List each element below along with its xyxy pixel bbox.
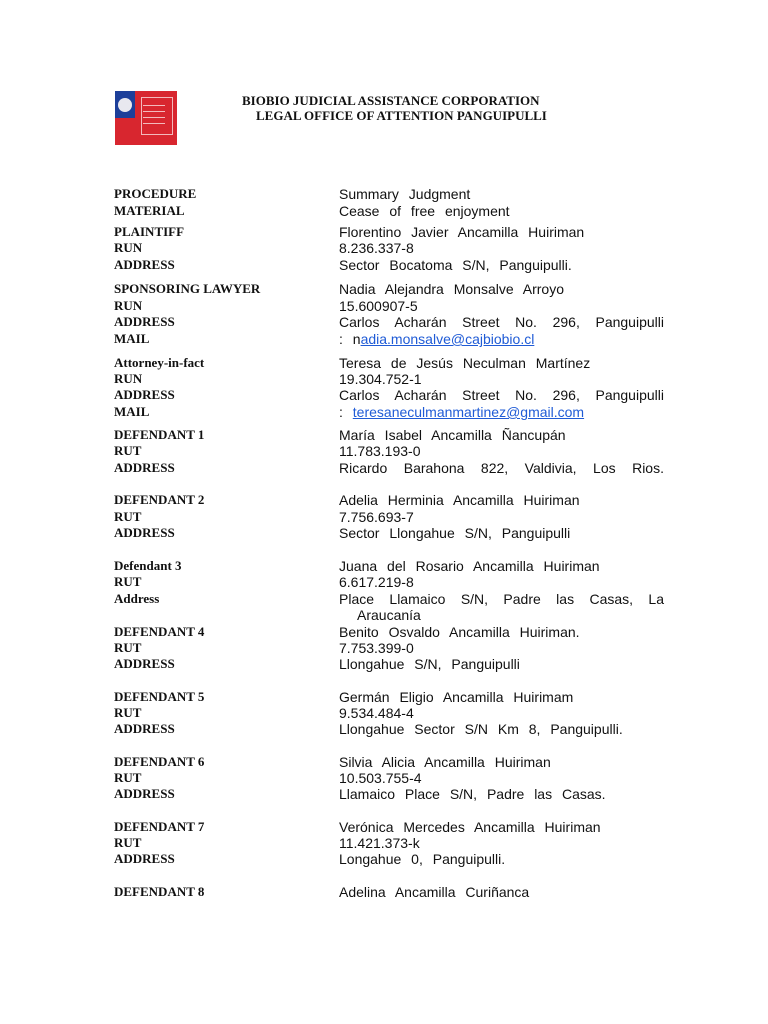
field-value: Place Llamaico S/N, Padre las Casas, La	[339, 591, 664, 607]
field-value: Carlos Acharán Street No. 296, Panguipulli	[339, 314, 664, 330]
field-row	[114, 331, 666, 347]
field-value: Ricardo Barahona 822, Valdivia, Los Rios.	[339, 460, 664, 476]
field-value: Verónica Mercedes Ancamilla Huiriman	[339, 819, 601, 835]
field-row	[114, 574, 666, 590]
field-label: RUT	[114, 770, 142, 785]
field-label: ADDRESS	[114, 851, 175, 866]
field-value: Juana del Rosario Ancamilla Huiriman	[339, 558, 600, 574]
field-label: DEFENDANT 4	[114, 624, 205, 639]
field-label: RUT	[114, 574, 142, 589]
mail-prefix: :	[339, 404, 353, 420]
field-value: Llongahue Sector S/N Km 8, Panguipulli.	[339, 721, 623, 737]
field-label: DEFENDANT 8	[114, 884, 205, 899]
field-value: 7.753.399-0	[339, 640, 414, 656]
field-row	[114, 607, 666, 623]
crest-icon	[118, 98, 132, 112]
field-value: 11.421.373-k	[339, 835, 420, 851]
field-row	[114, 224, 666, 240]
document-header	[190, 93, 610, 123]
field-label: RUT	[114, 640, 142, 655]
field-row	[114, 754, 666, 770]
field-value: Benito Osvaldo Ancamilla Huiriman.	[339, 624, 580, 640]
field-row	[114, 689, 666, 705]
field-label: RUT	[114, 835, 142, 850]
field-label: MAIL	[114, 331, 150, 346]
header-line-1: BIOBIO JUDICIAL ASSISTANCE CORPORATION	[242, 93, 540, 108]
field-row	[114, 257, 666, 273]
header-line-2: LEGAL OFFICE OF ATTENTION PANGUIPULLI	[256, 108, 547, 123]
field-row	[114, 443, 666, 459]
field-label: MATERIAL	[114, 203, 185, 218]
field-label: DEFENDANT 1	[114, 427, 205, 442]
field-value: Sector Bocatoma S/N, Panguipulli.	[339, 257, 572, 273]
field-value: Florentino Javier Ancamilla Huiriman	[339, 224, 585, 240]
field-row	[114, 240, 666, 256]
field-label: RUN	[114, 298, 143, 313]
field-row	[114, 509, 666, 525]
field-row	[114, 427, 666, 443]
field-label: ADDRESS	[114, 314, 175, 329]
logo-flag	[115, 91, 135, 145]
organization-logo	[115, 91, 177, 145]
mail-prefix: : n	[339, 331, 361, 347]
field-row	[114, 460, 666, 476]
field-label: Address	[114, 591, 160, 606]
field-value: Nadia Alejandra Monsalve Arroyo	[339, 281, 565, 297]
logo-emblem	[135, 91, 177, 145]
field-row	[114, 558, 666, 574]
field-row	[114, 835, 666, 851]
field-value: Teresa de Jesús Neculman Martínez	[339, 355, 591, 371]
field-value: Sector Llongahue S/N, Panguipulli	[339, 525, 571, 541]
field-value	[339, 404, 664, 420]
field-row	[114, 884, 666, 900]
field-label: RUT	[114, 443, 142, 458]
field-value: 19.304.752-1	[339, 371, 422, 387]
field-label: RUN	[114, 240, 143, 255]
field-value: Germán Eligio Ancamilla Huirimam	[339, 689, 574, 705]
field-label: DEFENDANT 6	[114, 754, 205, 769]
field-row	[114, 721, 666, 737]
field-label: ADDRESS	[114, 721, 175, 736]
field-label: ADDRESS	[114, 786, 175, 801]
field-value	[339, 331, 664, 347]
lawyer-email-link[interactable]: adia.monsalve@cajbiobio.cl	[360, 331, 535, 347]
field-label: Attorney-in-fact	[114, 355, 205, 370]
field-row	[114, 851, 666, 867]
field-label: ADDRESS	[114, 387, 175, 402]
field-label: MAIL	[114, 404, 150, 419]
field-row	[114, 786, 666, 802]
field-label: DEFENDANT 2	[114, 492, 205, 507]
field-label: PROCEDURE	[114, 186, 197, 201]
field-value: Longahue 0, Panguipulli.	[339, 851, 506, 867]
field-row	[114, 819, 666, 835]
field-value: Adelia Herminia Ancamilla Huiriman	[339, 492, 580, 508]
field-label: DEFENDANT 5	[114, 689, 205, 704]
field-value: Carlos Acharán Street No. 296, Panguipulli	[339, 387, 664, 403]
field-label: PLAINTIFF	[114, 224, 185, 239]
attorney-email-link[interactable]: teresaneculmanmartinez@gmail.com	[352, 404, 585, 420]
field-row	[114, 705, 666, 721]
field-row	[114, 404, 666, 420]
field-label: ADDRESS	[114, 460, 175, 475]
field-value: 15.600907-5	[339, 298, 418, 314]
field-value: Summary Judgment	[339, 186, 471, 202]
field-label: ADDRESS	[114, 656, 175, 671]
field-value: 10.503.755-4	[339, 770, 422, 786]
field-value: María Isabel Ancamilla Ñancupán	[339, 427, 566, 443]
field-row	[114, 314, 666, 330]
field-row	[114, 355, 666, 371]
field-label: Defendant 3	[114, 558, 182, 573]
field-value: Araucanía	[357, 607, 421, 623]
field-label: ADDRESS	[114, 257, 175, 272]
field-label: SPONSORING LAWYER	[114, 281, 261, 296]
field-label: ADDRESS	[114, 525, 175, 540]
field-value: 7.756.693-7	[339, 509, 414, 525]
field-row	[114, 525, 666, 541]
field-value: Llamaico Place S/N, Padre las Casas.	[339, 786, 606, 802]
field-row	[114, 281, 666, 297]
field-value: Cease of free enjoyment	[339, 203, 510, 219]
field-label: RUN	[114, 371, 143, 386]
field-label: RUT	[114, 509, 142, 524]
field-value: 8.236.337-8	[339, 240, 414, 256]
field-row	[114, 387, 666, 403]
field-value: Adelina Ancamilla Curiñanca	[339, 884, 530, 900]
field-row	[114, 656, 666, 672]
field-value: Silvia Alicia Ancamilla Huiriman	[339, 754, 551, 770]
field-label: DEFENDANT 7	[114, 819, 205, 834]
field-row	[114, 591, 666, 607]
field-value: 6.617.219-8	[339, 574, 414, 590]
field-row	[114, 371, 666, 387]
field-row	[114, 492, 666, 508]
field-row	[114, 186, 666, 202]
field-value: 9.534.484-4	[339, 705, 414, 721]
field-row	[114, 624, 666, 640]
field-row	[114, 770, 666, 786]
field-row	[114, 203, 666, 219]
field-value: Llongahue S/N, Panguipulli	[339, 656, 520, 672]
field-label: RUT	[114, 705, 142, 720]
field-row	[114, 640, 666, 656]
field-value: 11.783.193-0	[339, 443, 421, 459]
field-row	[114, 298, 666, 314]
